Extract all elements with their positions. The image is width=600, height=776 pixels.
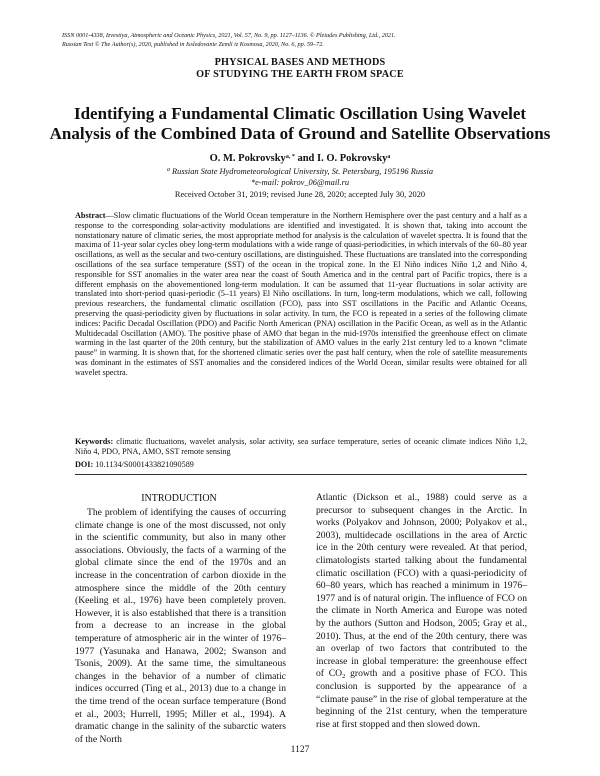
abstract-label: Abstract (75, 211, 106, 220)
author-2-mark: a (387, 154, 391, 160)
doi (75, 460, 194, 469)
author-2: I. O. Pokrovsky (317, 153, 388, 164)
section-heading-line-1: PHYSICAL BASES AND METHODS (214, 57, 386, 68)
author-1-mark: a, * (285, 154, 295, 160)
header-line-2: Russian Text © The Author(s), 2020, published in Issledovanie Zemli iz Kosmosa, 2020, No. 6, pp. 59–72. (62, 40, 324, 48)
affiliation (0, 167, 600, 178)
paper-title-line-1: Identifying a Fundamental Climatic Oscillation Using Wavelet (73, 104, 527, 123)
author-1: O. M. Pokrovsky (209, 153, 286, 164)
author-email: *e-mail: pokrov_06@mail.ru (250, 178, 350, 187)
doi-label: DOI: (75, 460, 94, 469)
introduction-left-column: The problem of identifying the causes of occurring climate change is one of the most discussed, not only in the scientific community, but also in many other associations. Obviously, the facts of a warming of the global climate since the end of the 1970s and an increase in the concentration of carbon dioxide in the atmosphere since the middle of the 20th century (Keeling et al., 1976) have been completely proven. However, it is also established that there is a transition from a decrease to an increase in the global temperature of atmospheric air in the winter of 1976–1977 (Yasunaka and Hanawa, 2002; Swanson and Tsonis, 2009). At the same time, the simultaneous changes in the behavior of a number of climatic indices occurred (Ting et al., 2013) due to a change in the time trend of the ocean surface temperature (Bond et al., 2003; Hurrell, 1995; Miller et al., 1994). A dramatic change in the salinity of the subarctic waters of the North (75, 507, 286, 745)
affiliation-mark: a (166, 167, 170, 173)
introduction-right-text-a: Atlantic (Dickson et al., 1988) could serve as a precursor to subsequent changes in the Arctic. In works (Polyakov and Johnson, 2000; Polyakov et al., 2003), multidecade oscillations in the area of Arctic ice in the 20th century were revealed. At that period, climatologists started talking about the fundamental climatic oscillation (FCO) with a quasi-periodicity of 60–80 years, which has reached a minimum in 1976–1977 and is of natural origin. The influence of FCO on the climate in North America and Europe was noted by the authors (Sutton and Hodson, 2005; Gray et al., 2010). Thus, at the end of the 20th century, there was an overlap of two factors that contributed to the increase in global temperature: the greenhouse effect of CO (316, 492, 527, 680)
divider-rule (75, 474, 527, 475)
doi-value: 10.1134/S0001433821090589 (95, 460, 194, 469)
introduction-heading: INTRODUCTION (141, 493, 217, 504)
affiliation-text: Russian State Hydrometeorological University, St. Petersburg, 195196 Russia (172, 167, 434, 176)
abstract-text: —Slow climatic fluctuations of the World Ocean temperature in the Northern Hemisphere over the past century and a half as a response to the corresponding solar-activity modulations are identified and investigated. It is shown that, taking into account the nonstationary nature of climatic series, the most appropriate method for analysis is the calculation of wavelet spectra. It is found that the maxima of 11-year solar cycles obey long-term modulations with a wide range of quasi-periodicities, in which intervals of the 60–80 year oscillations, as well as the secular and two-century oscillations, are distinguished. These fluctuations are translated into the corresponding oscillations of the sea surface temperature (SST) of the ocean in the tropical zone. In the El Niño indices Niño 1,2 and Niño 4, responsible for SST anomalies in the water area near the coast of South America and in the central part of Pacific tropics, there is a different emphasis on the abovementioned long-term modulation. It can be assumed that 11-year fluctuations in solar activity are translated into short-period quasi-periodic (5–11 years) El Niño oscillations. In turn, long-term modulations, which we call, following previous researchers, the fundamental climatic oscillation (FCO), pass into SST oscillations in the Pacific and Atlantic Oceans, preserving the quasi-periodicity given by fluctuations in solar activity. In turn, the FCO is repeated in a series of the following climate indices: Pacific Decadal Oscillation (PDO) and Pacific North American (PNA) oscillation in the Pacific Ocean, as well as in the Atlantic Multidecadal Oscillation (AMO). The positive phase of AMO that began in the mid-1970s intensified the greenhouse effect on climate warming in the last quarter of the 20th century, but the stabilization of AMO values in the early 21st century led to a known “climate pause” in warming. It is shown that, for the shortened climatic series over the past half century, when the role of satellite measurements was dominant in the estimates of SST anomalies and the considered indices of the World Ocean, similar results were obtained for all wavelet spectra. (75, 211, 527, 377)
keywords-text: climatic fluctuations, wavelet analysis, solar activity, sea surface temperature, series of oceanic climate indices Niño 1,2, Niño 4, PDO, PNA, AMO, SST remote sensing (75, 437, 527, 456)
paper-title-line-2: Analysis of the Combined Data of Ground and Satellite Observations (49, 124, 551, 143)
co2-subscript: 2 (342, 673, 346, 681)
running-header (62, 32, 542, 49)
introduction-right-column (316, 492, 527, 731)
page-number: 1127 (290, 745, 310, 755)
keywords (75, 437, 527, 457)
keywords-label: Keywords: (75, 437, 114, 446)
header-line-1: ISSN 0001-4338, Izvestiya, Atmospheric and Oceanic Physics, 2021, Vol. 57, No. 9, pp. 1127–1136. © Pleiades Publishing, Ltd., 2021. (62, 32, 396, 39)
section-heading-line-2: OF STUDYING THE EARTH FROM SPACE (196, 69, 404, 80)
author-joiner: and (294, 153, 317, 164)
received-dates: Received October 31, 2019; revised June 28, 2020; accepted July 30, 2020 (174, 190, 426, 199)
author-list (0, 153, 600, 164)
introduction-right-text-b: growth and a positive phase of FCO. This conclusion is supported by the appearance of a “climate pause” in the rise of global temperature at the beginning of the 21st century, when the temperature rise at first stopped and then slowed down. (316, 668, 528, 730)
abstract (75, 211, 527, 378)
